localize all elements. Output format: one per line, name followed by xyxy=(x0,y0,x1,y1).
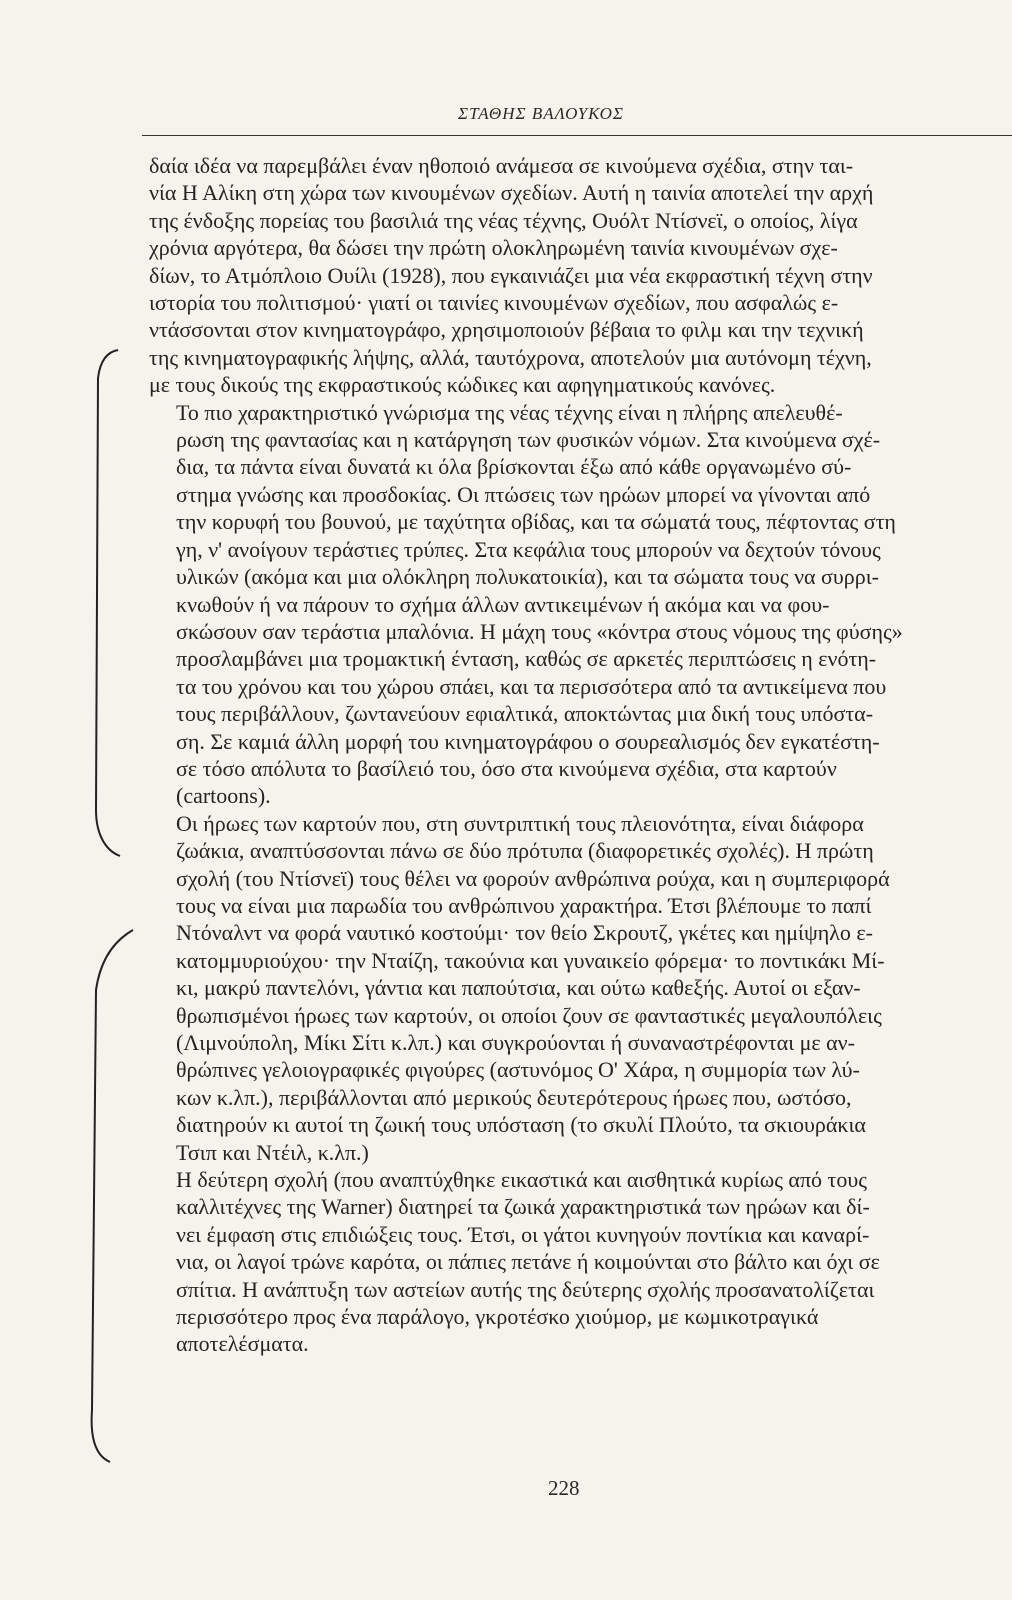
text-line: αποτελέσματα. xyxy=(176,1331,309,1357)
text-line: σε τόσο απόλυτα το βασίλειό του, όσο στα κινούμενα σχέδια, στα καρτούν xyxy=(176,755,837,781)
text-line: της ένδοξης πορείας του βασιλιά της νέας τέχνης, Ουόλτ Ντίσνεϊ, ο οποίος, λίγα xyxy=(149,207,858,233)
text-line: υλικών (ακόμα και μια ολόκληρη πολυκατοικία), και τα σώματα τους να συρρι- xyxy=(176,564,880,590)
text-line: διατηρούν κι αυτοί τη ζωική τους υπόσταση (το σκυλί Πλούτο, τα σκιουράκια xyxy=(176,1112,866,1138)
text-line: ζωάκια, αναπτύσσονται πάνω σε δύο πρότυπα (διαφορετικές σχολές). Η πρώτη xyxy=(176,838,874,864)
page-number: 228 xyxy=(548,1476,580,1500)
text-line: σπίτια. Η ανάπτυξη των αστείων αυτής της δεύτερης σχολής προσανατολίζεται xyxy=(176,1276,875,1302)
text-line: Το πιο χαρακτηριστικό γνώρισμα της νέας τέχνης είναι η πλήρης απελευθέ- xyxy=(176,399,843,425)
text-line: τα του χρόνου και του χώρου σπάει, και τα περισσότερα από τα αντικείμενα που xyxy=(176,673,887,699)
text-line: Τσιπ και Ντέιλ, κ.λπ.) xyxy=(176,1139,369,1165)
text-line: νια, οι λαγοί τρώνε καρότα, οι πάπιες πετάνε ή κοιμούνται στο βάλτο και όχι σε xyxy=(176,1249,880,1275)
text-line: ιστορία του πολιτισμού· γιατί οι ταινίες κινουμένων σχεδίων, που ασφαλώς ε- xyxy=(149,290,839,316)
running-header: ΣΤΑΘΗΣ ΒΑΛΟΥΚΟΣ xyxy=(458,104,624,123)
text-line: (cartoons). xyxy=(176,783,271,809)
text-line: θρώπινες γελοιογραφικές φιγούρες (αστυνόμος Ο' Χάρα, η συμμορία των λύ- xyxy=(176,1057,860,1083)
text-line: ση. Σε καμιά άλλη μορφή του κινηματογράφου ο σουρεαλισμός δεν εγκατέστη- xyxy=(176,728,880,754)
text-line: δαία ιδέα να παρεμβάλει έναν ηθοποιό ανάμεσα σε κινούμενα σχέδια, στην ται- xyxy=(149,153,854,178)
text-line: σχολή (του Ντίσνεϊ) τους θέλει να φορούν ανθρώπινα ρούχα, και η συμπεριφορά xyxy=(176,865,890,891)
text-line: καλλιτέχνες της Warner) διατηρεί τα ζωικά χαρακτηριστικά των ηρώων και δί- xyxy=(176,1194,870,1220)
text-line: τους περιβάλλουν, ζωντανεύουν εφιαλτικά, αποκτώντας μια δική τους υπόστα- xyxy=(176,701,874,727)
margin-bracket-lower xyxy=(92,930,133,1462)
text-line: την κορυφή του βουνού, με ταχύτητα οβίδας, και τα σώματά τους, πέφτοντας στη xyxy=(176,509,896,535)
margin-bracket-upper xyxy=(96,350,120,856)
text-line: κι, μακρύ παντελόνι, γάντια και παπούτσια, και ούτω καθεξής. Αυτοί οι εξαν- xyxy=(176,975,861,1001)
text-line: δια, τα πάντα είναι δυνατά κι όλα βρίσκονται έξω από κάθε οργανωμένο σύ- xyxy=(176,454,852,480)
text-line: περισσότερο προς ένα παράλογο, γκροτέσκο χιούμορ, με κωμικοτραγικά xyxy=(176,1304,819,1330)
text-line: Η δεύτερη σχολή (που αναπτύχθηκε εικαστικά και αισθητικά κυρίως από τους xyxy=(176,1167,867,1193)
text-line: κατομμυριούχου· την Νταίζη, τακούνια και γυναικείο φόρεμα· το ποντικάκι Μί- xyxy=(176,947,885,973)
text-line: της κινηματογραφικής λήψης, αλλά, ταυτόχρονα, αποτελούν μια αυτόνομη τέχνη, xyxy=(149,344,872,370)
text-line: θρωπισμένοι ήρωες των καρτούν, οι οποίοι ζουν σε φανταστικές μεγαλουπόλεις xyxy=(176,1002,882,1028)
text-line: ρωση της φαντασίας και η κατάργηση των φυσικών νόμων. Στα κινούμενα σχέ- xyxy=(176,427,881,453)
text-line: (Λιμνούπολη, Μίκι Σίτι κ.λπ.) και συγκρούονται ή συναναστρέφονται με αν- xyxy=(176,1030,855,1055)
text-line: ντάσσονται στον κινηματογράφο, χρησιμοποιούν βέβαια το φιλμ και την τεχνική xyxy=(149,317,864,343)
text-line: Οι ήρωες των καρτούν που, στη συντριπτική τους πλειονότητα, είναι διάφορα xyxy=(176,810,864,836)
text-line: κων κ.λπ.), περιβάλλονται από μερικούς δευτερότερους ήρωες που, ωστόσο, xyxy=(176,1084,852,1110)
text-line: δίων, το Ατμόπλοιο Ουίλι (1928), που εγκαινιάζει μια νέα εκφραστική τέχνη στην xyxy=(149,262,873,288)
text-line: Ντόναλντ να φορά ναυτικό κοστούμι· τον θείο Σκρουτζ, γκέτες και ημίψηλο ε- xyxy=(176,920,873,946)
text-line: κνωθούν ή να πάρουν το σχήμα άλλων αντικειμένων ή ακόμα και να φου- xyxy=(176,591,830,617)
text-line: γη, ν' ανοίγουν τεράστιες τρύπες. Στα κεφάλια τους μπορούν να δεχτούν τόνους xyxy=(176,536,881,562)
text-line: προσλαμβάνει μια τρομακτική ένταση, καθώς σε αρκετές περιπτώσεις η ενότη- xyxy=(176,646,877,672)
text-line: σκώσουν σαν τεράστια μπαλόνια. Η μάχη τους «κόντρα στους νόμους της φύσης» xyxy=(176,618,903,644)
text-line: νει έμφαση στις επιδιώξεις τους. Έτσι, οι γάτοι κυνηγούν ποντίκια και καναρί- xyxy=(176,1221,870,1247)
text-line: χρόνια αργότερα, θα δώσει την πρώτη ολοκληρωμένη ταινία κινουμένων σχε- xyxy=(149,235,838,261)
text-line: νία Η Αλίκη στη χώρα των κινουμένων σχεδίων. Αυτή η ταινία αποτελεί την αρχή xyxy=(149,180,874,206)
text-line: στημα γνώσης και προσδοκίας. Οι πτώσεις των ηρώων μπορεί να γίνονται από xyxy=(176,481,871,507)
text-line: με τους δικούς της εκφραστικούς κώδικες και αφηγηματικούς κανόνες. xyxy=(149,372,776,398)
text-line: τους να είναι μια παρωδία του ανθρώπινου χαρακτήρα. Έτσι βλέπουμε το παπί xyxy=(176,892,872,918)
